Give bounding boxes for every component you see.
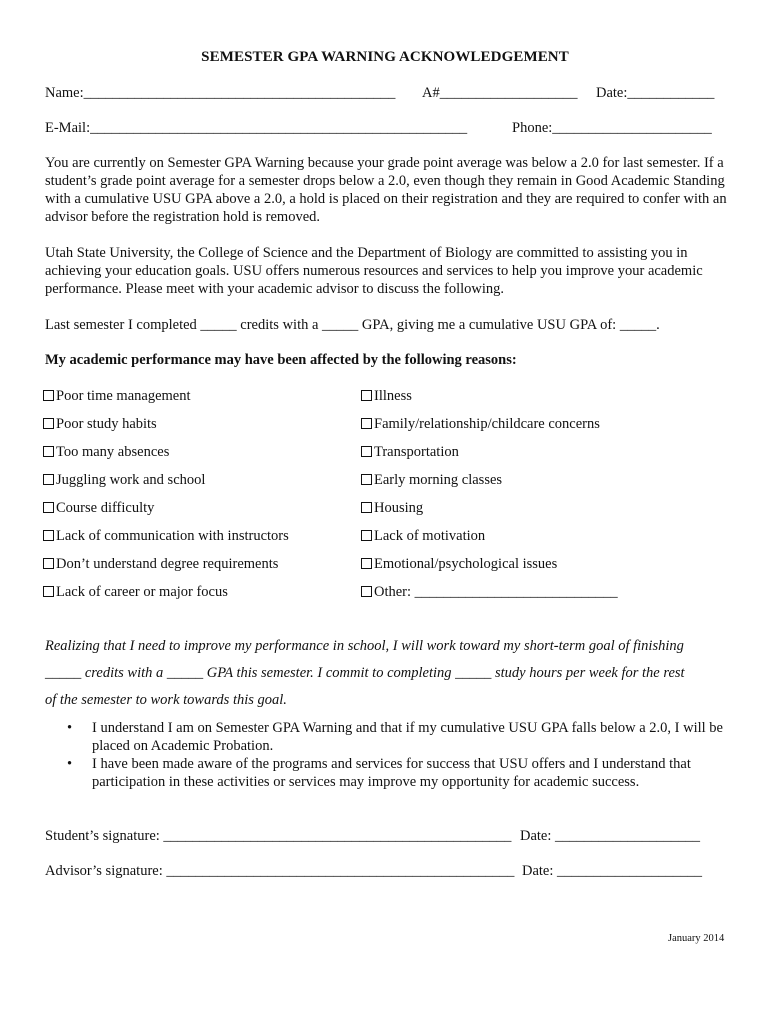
reason-checkbox-right-5[interactable] xyxy=(361,499,423,517)
reason-label: Too many absences xyxy=(56,444,170,460)
checkbox-icon[interactable] xyxy=(361,586,372,597)
reason-checkbox-left-5[interactable] xyxy=(43,499,154,517)
goal-line-1: Realizing that I need to improve my performance in school, I will work toward my short-term goal of finishing xyxy=(45,638,684,654)
checkbox-icon[interactable] xyxy=(361,474,372,485)
reason-checkbox-left-3[interactable] xyxy=(43,443,169,461)
reason-label: Poor study habits xyxy=(56,416,157,432)
reason-label: Housing xyxy=(374,500,424,516)
checkbox-icon[interactable] xyxy=(43,390,54,401)
checkbox-icon[interactable] xyxy=(43,530,54,541)
reason-label: Illness xyxy=(374,388,412,404)
advisor-signature-line[interactable]: Advisor’s signature: ________________________________________________ xyxy=(45,863,515,879)
reason-label: Lack of communication with instructors xyxy=(56,528,289,544)
reason-checkbox-right-4[interactable] xyxy=(361,471,502,489)
checkbox-icon[interactable] xyxy=(43,446,54,457)
warning-paragraph: You are currently on Semester GPA Warning because your grade point average was below a 2.0 for last semester. If a student’s grade point average for a semester drops below a 2.0, even though they remain in Good Academic Standing with a cumulative USU GPA above a 2.0, a hold is placed on their registration and they are required to confer with an advisor before the registration hold is removed. xyxy=(45,155,727,225)
reason-checkbox-right-6[interactable] xyxy=(361,527,485,545)
reason-label: Poor time management xyxy=(56,388,191,404)
reason-checkbox-left-1[interactable] xyxy=(43,387,191,405)
reason-checkbox-right-8[interactable] xyxy=(361,583,618,601)
commitment-paragraph: Utah State University, the College of Science and the Department of Biology are committed to assisting you in achieving your education goals. USU offers numerous resources and services to help you improve your academic performance. Please meet with your academic advisor to discuss the following. xyxy=(45,245,703,297)
footer-date: January 2014 xyxy=(668,933,725,944)
date-field[interactable]: Date:____________ xyxy=(596,85,715,101)
reason-label: Lack of motivation xyxy=(374,528,486,544)
acknowledgement-item xyxy=(45,755,735,791)
reason-checkbox-left-2[interactable] xyxy=(43,415,157,433)
reason-checkbox-right-2[interactable] xyxy=(361,415,600,433)
reason-checkbox-left-4[interactable] xyxy=(43,471,205,489)
checkbox-icon[interactable] xyxy=(43,418,54,429)
last-semester-line[interactable]: Last semester I completed _____ credits with a _____ GPA, giving me a cumulative USU GPA of: _____. xyxy=(45,317,660,333)
reason-label: Lack of career or major focus xyxy=(56,584,228,600)
advisor-date-line[interactable]: Date: ____________________ xyxy=(522,863,703,879)
acknowledgement-item xyxy=(45,719,735,755)
student-signature-line[interactable]: Student’s signature: ________________________________________________ xyxy=(45,828,512,844)
email-field[interactable]: E-Mail:____________________________________________________ xyxy=(45,120,468,136)
reason-checkbox-right-3[interactable] xyxy=(361,443,459,461)
student-date-line[interactable]: Date: ____________________ xyxy=(520,828,701,844)
bullet-icon: • xyxy=(67,720,73,736)
reason-label: Course difficulty xyxy=(56,500,155,516)
reason-label: Don’t understand degree requirements xyxy=(56,556,279,572)
checkbox-icon[interactable] xyxy=(43,474,54,485)
reason-label: Emotional/psychological issues xyxy=(374,556,558,572)
checkbox-icon[interactable] xyxy=(361,558,372,569)
reason-checkbox-left-8[interactable] xyxy=(43,583,228,601)
reason-checkbox-left-6[interactable] xyxy=(43,527,289,545)
a-number-field[interactable]: A#___________________ xyxy=(422,85,578,101)
checkbox-icon[interactable] xyxy=(361,418,372,429)
reason-checkbox-left-7[interactable] xyxy=(43,555,278,573)
reasons-heading: My academic performance may have been affected by the following reasons: xyxy=(45,352,517,368)
checkbox-icon[interactable] xyxy=(361,530,372,541)
checkbox-icon[interactable] xyxy=(43,558,54,569)
reason-label: Early morning classes xyxy=(374,472,503,488)
acknowledgement-text: I have been made aware of the programs and services for success that USU offers and I understand that participation in these activities or services may improve my opportunity for academic success. xyxy=(92,756,691,790)
reason-label: Transportation xyxy=(374,444,459,460)
reason-label: Family/relationship/childcare concerns xyxy=(374,416,600,432)
checkbox-icon[interactable] xyxy=(43,586,54,597)
phone-field[interactable]: Phone:______________________ xyxy=(512,120,712,136)
reason-label: Juggling work and school xyxy=(56,472,206,488)
checkbox-icon[interactable] xyxy=(361,390,372,401)
bullet-icon: • xyxy=(67,756,73,772)
acknowledgement-list xyxy=(45,719,735,791)
goal-line-2[interactable]: _____ credits with a _____ GPA this semester. I commit to completing _____ study hours per week for the rest xyxy=(45,665,685,681)
form-title: SEMESTER GPA WARNING ACKNOWLEDGEMENT xyxy=(201,49,569,65)
name-field[interactable]: Name:___________________________________________ xyxy=(45,85,396,101)
checkbox-icon[interactable] xyxy=(361,446,372,457)
acknowledgement-text: I understand I am on Semester GPA Warning and that if my cumulative USU GPA falls below a 2.0, I will be placed on Academic Probation. xyxy=(92,720,723,754)
reason-checkbox-right-7[interactable] xyxy=(361,555,557,573)
reason-label: Other: ____________________________ xyxy=(374,584,618,600)
checkbox-icon[interactable] xyxy=(43,502,54,513)
reason-checkbox-right-1[interactable] xyxy=(361,387,412,405)
checkbox-icon[interactable] xyxy=(361,502,372,513)
goal-line-3: of the semester to work towards this goal. xyxy=(45,692,287,708)
